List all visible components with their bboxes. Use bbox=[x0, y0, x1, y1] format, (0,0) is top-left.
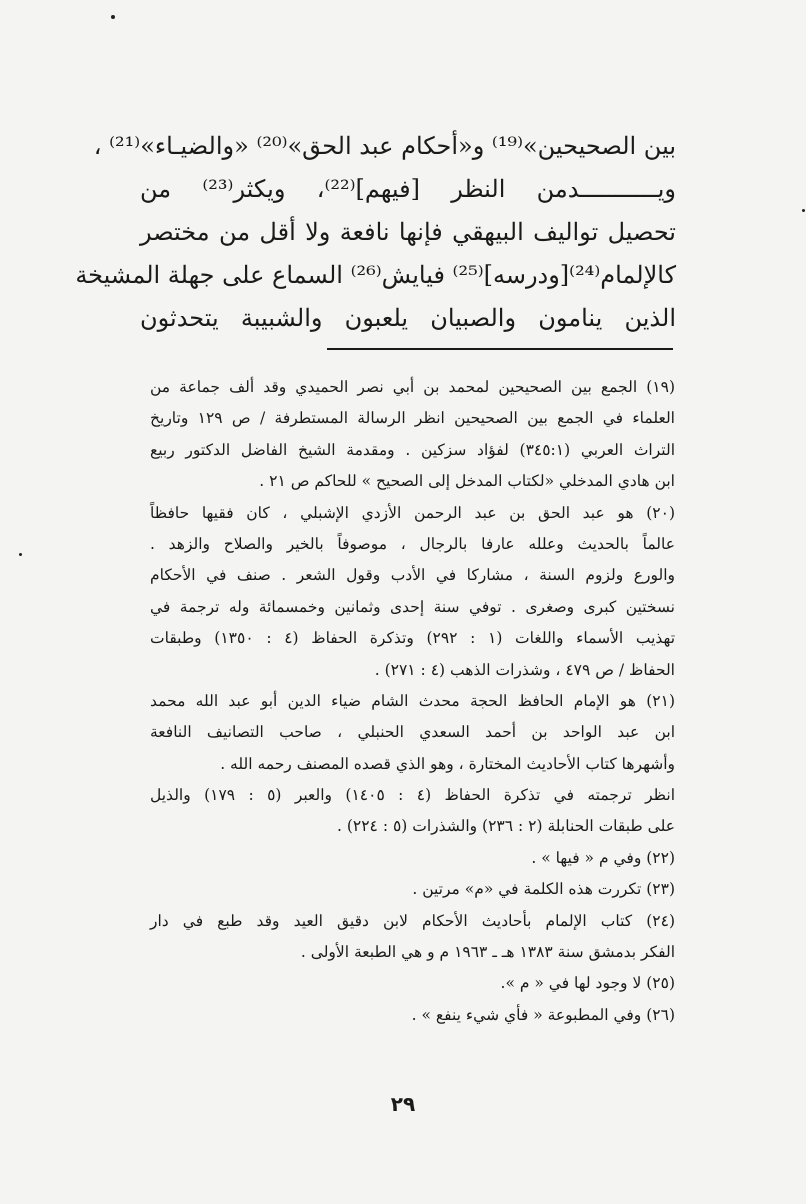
footnote-line: الحفاظ / ص ٤٧٩ ، وشذرات الذهب (٤ : ٢٧١) . bbox=[374, 660, 675, 679]
main-body-text bbox=[75, 125, 676, 340]
footnote-line: والورع ولزوم السنة ، مشاركا في الأدب وقول الشعر . صنف في الأحكام bbox=[150, 566, 675, 585]
main-line: ويـــــــــــدمن النظر [فيهم]⁽²²⁾، ويكثر⁽²³⁾ من bbox=[140, 175, 676, 203]
main-line: بين الصحيحين»⁽¹⁹⁾ و«أحكام عبد الحق»⁽²⁰⁾ «والضيـاء»⁽²¹⁾ ، bbox=[93, 132, 676, 160]
footnote-line: (٢١) هو الإمام الحافظ الحجة محدث الشام ضياء الدين أبو عبد الله محمد bbox=[150, 691, 675, 710]
footnotes bbox=[150, 372, 675, 1031]
footnote-line: الفكر بدمشق سنة ١٣٨٣ هـ ـ ١٩٦٣ م و هي الطبعة الأولى . bbox=[300, 943, 675, 962]
main-line: الذين ينامون والصبيان يلعبون والشبيبة يتحدثون bbox=[140, 304, 676, 332]
footnote-separator bbox=[327, 348, 673, 350]
ink-speck bbox=[111, 15, 115, 19]
footnote-line: العلماء في الجمع بين الصحيحين انظر الرسالة المستطرفة / ص ١٢٩ وتاريخ bbox=[150, 409, 675, 428]
footnote-line: (٢٥) لا وجود لها في « م ». bbox=[500, 974, 675, 993]
footnote-line: (٢٤) كتاب الإلمام بأحاديث الأحكام لابن دقيق العيد وقد طبع في دار bbox=[150, 911, 675, 930]
ink-speck bbox=[802, 209, 805, 212]
page-number: ٢٩ bbox=[390, 1092, 416, 1116]
footnote-line: (١٩) الجمع بين الصحيحين لمحمد بن أبي نصر الحميدي وقد ألف جماعة من bbox=[150, 378, 675, 396]
footnote-line: (٢٠) هو عبد الحق بن عبد الرحمن الأزدي الإشبلي ، كان فقيها حافظاً bbox=[150, 503, 675, 522]
footnote-line: ابن عبد الواحد بن أحمد السعدي الحنبلي ، صاحب التصانيف النافعة bbox=[150, 723, 675, 742]
footnote-line: تهذيب الأسماء واللغات (١ : ٢٩٢) وتذكرة الحفاظ (٤ : ١٣٥٠) وطبقات bbox=[150, 629, 676, 648]
footnote-line: نسختين كبرى وصغرى . توفي سنة إحدى وثمانين وخمسمائة وله ترجمة في bbox=[150, 597, 675, 616]
footnote-line: على طبقات الحنابلة (٢ : ٢٣٦) والشذرات (٥ : ٢٢٤) . bbox=[337, 817, 675, 836]
ink-speck bbox=[19, 553, 22, 556]
footnote-line: (٢٦) وفي المطبوعة « فأي شيء ينفع » . bbox=[411, 1005, 675, 1024]
footnote-line: التراث العربي (٣٤٥:١) لفؤاد سزكين . ومقدمة الشيخ الفاضل الدكتور ربيع bbox=[150, 440, 675, 459]
footnote-line: عالماً بالحديث وعلله عارفا بالرجال ، موصوفاً بالخير والصلاح والزهد . bbox=[150, 534, 675, 553]
footnote-line: ابن هادي المدخلي «لكتاب المدخل إلى الصحيح » للحاكم ص ٢١ . bbox=[259, 472, 675, 491]
footnote-line: وأشهرها كتاب الأحاديث المختارة ، وهو الذي قصده المصنف رحمه الله . bbox=[220, 754, 675, 773]
footnote-line: (٢٢) وفي م « فيها » . bbox=[531, 848, 675, 867]
main-line: تحصيل تواليف البيهقي فإنها نافعة ولا أقل من مختصر bbox=[140, 218, 676, 246]
footnote-line: (٢٣) تكررت هذه الكلمة في «م» مرتين . bbox=[412, 880, 675, 899]
footnote-line: انظر ترجمته في تذكرة الحفاظ (٤ : ١٤٠٥) والعبر (٥ : ١٧٩) والذيل bbox=[150, 786, 676, 805]
main-line: كالإلمام⁽²⁴⁾[ودرسه]⁽²⁵⁾ فيايش⁽²⁶⁾ السماع على جهلة المشيخة bbox=[75, 261, 676, 289]
